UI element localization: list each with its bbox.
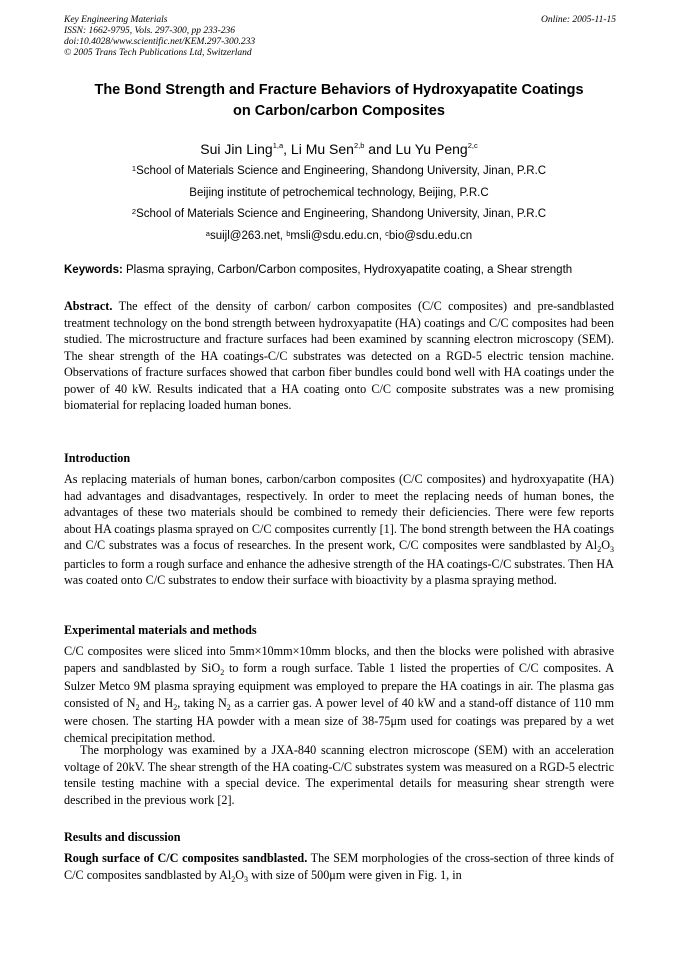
paragraph-text: to form a rough surface. Table 1 listed the properties of C/C composites. A Sulzer Metco 9M plasma spraying equipment was employed to prepare the HA coatings in air. The plasma gas consisted of N — [64, 660, 614, 710]
author-superscript: 2,c — [467, 141, 478, 150]
paragraph-text: , taking N — [177, 695, 227, 710]
online-date: Online: 2005-11-15 — [540, 15, 616, 25]
author-name: Lu Yu Peng — [395, 141, 468, 157]
author-name: Sui Jin Ling — [200, 141, 273, 157]
affiliation-marker: 1 — [131, 164, 137, 173]
affiliation-marker: 2 — [131, 207, 137, 216]
affiliation-2 — [30, 207, 648, 222]
paragraph-text: C/C composites were sliced into 5mm×10mm×10mm blocks, and then the blocks were polished with abrasive papers and sandblasted by SiO — [64, 644, 614, 675]
subscript: 2 — [135, 702, 140, 712]
affiliation-text: Beijing institute of petrochemical technology, Beijing, P.R.C — [189, 187, 489, 199]
doi-line: doi:10.4028/www.scientific.net/KEM.297-300.233 — [64, 37, 256, 47]
section-heading-introduction: Introduction — [64, 451, 131, 465]
abstract-label: Abstract. — [64, 299, 113, 313]
affiliation-text: School of Materials Science and Engineering, Shandong University, Jinan, P.R.C — [136, 208, 547, 220]
paragraph-text: with size of 500μm were given in Fig. 1, in — [248, 867, 462, 882]
subscript: 2 — [597, 545, 602, 554]
author-separator: , — [283, 141, 291, 157]
journal-name: Key Engineering Materials — [64, 15, 168, 25]
section-heading-methods: Experimental materials and methods — [64, 623, 257, 637]
paragraph-text: O — [235, 867, 245, 882]
introduction-paragraph — [64, 471, 614, 589]
section-heading-results: Results and discussion — [64, 830, 181, 844]
subscript: 3 — [610, 545, 614, 554]
title-line-1: The Bond Strength and Fracture Behaviors of Hydroxyapatite Coatings — [94, 82, 584, 98]
abstract-text: The effect of the density of carbon/ carbon composites (C/C composites) and pre-sandblasted treatment technology on the bond strength between hydroxyapatite (HA) coatings and C/C composites had been studied. The microstructure and fracture surfaces had been examined by scanning electron microscopy (SEM). The shear strength of the HA coatings-C/C substrates was detected on a RGD-5 electric tension machine. Observations of fracture surfaces showed that carbon fiber bundles could bond well with HA coatings under the power of 40 kW. Results indicated that a HA coating onto C/C composite substrates was a new promising biomaterial for replacing loaded human bones. — [64, 299, 614, 412]
author-name: Li Mu Sen — [290, 141, 354, 157]
email-address[interactable]: bio@sdu.edu.cn — [388, 230, 473, 242]
affiliation-text: School of Materials Science and Engineering, Shandong University, Jinan, P.R.C — [136, 165, 547, 177]
issn-line: ISSN: 1662-9795, Vols. 297-300, pp 233-236 — [64, 26, 235, 36]
email-marker: a — [205, 229, 210, 238]
author-separator: and — [364, 141, 396, 157]
email-address[interactable]: msli@sdu.edu.cn, — [290, 230, 386, 242]
journal-header — [64, 15, 616, 59]
keywords-text: Plasma spraying, Carbon/Carbon composites, Hydroxyapatite coating, a Shear strength — [122, 264, 573, 276]
subscript: 3 — [244, 874, 249, 884]
author-list — [40, 140, 638, 158]
title-line-2: on Carbon/carbon Composites — [233, 103, 445, 119]
affiliation-1b — [30, 186, 648, 201]
paper-title — [50, 80, 628, 122]
subscript: 2 — [226, 702, 231, 712]
abstract-paragraph — [64, 298, 614, 414]
author-superscript: 2,b — [353, 141, 365, 150]
affiliation-1 — [30, 164, 648, 179]
paragraph-text: and H — [139, 695, 174, 710]
subscript: 2 — [231, 874, 236, 884]
paragraph-text: particles to form a rough surface and enhance the adhesive strength of the HA coatings-C/C substrates. Then HA was coated onto C/C substrates to endow their surface with bioactivity by a plasma spraying method. — [64, 556, 614, 587]
paragraph-text: O — [601, 538, 610, 552]
methods-paragraph-2: The morphology was examined by a JXA-840 scanning electron microscope (SEM) with an acceleration voltage of 20kV. The shear strength of the HA coating-C/C substrates system was measured on a RGD-5 electric tensile testing machine with a special device. The experimental details for measuring shear strength were described in the previous work [2]. — [64, 743, 614, 807]
email-marker: b — [286, 229, 291, 238]
keywords-label: Keywords: — [64, 264, 123, 276]
subsection-label: Rough surface of C/C composites sandblasted. — [64, 851, 308, 865]
results-paragraph — [64, 850, 614, 885]
paragraph-text: as a carrier gas. A power level of 40 kW and a stand-off distance of 110 mm were chosen. The starting HA powder with a mean size of 38-75μm used for coatings was prepared by a wet chemical precipitation method. — [64, 695, 614, 745]
email-line — [30, 229, 648, 244]
copyright-line: © 2005 Trans Tech Publications Ltd, Switzerland — [64, 48, 252, 58]
subscript: 2 — [173, 702, 178, 712]
email-marker: c — [385, 229, 389, 238]
author-superscript: 1,a — [272, 141, 284, 150]
paragraph-text: As replacing materials of human bones, carbon/carbon composites (C/C composites) and hydroxyapatite (HA) had advantages and disadvantages, respectively. In order to meet the replacing needs of human bones, the advantages of these two materials should be combined to remedy their deficiencies. There were few reports about HA coatings plasma sprayed on C/C composites currently [1]. The bond strength between the HA coatings and C/C substrates was a focus of researches. In the present work, C/C composites were sandblasted by Al — [64, 472, 614, 552]
paragraph-text: The SEM morphologies of the cross-section of three kinds of C/C composites sandblasted by Al — [64, 851, 614, 882]
email-address[interactable]: suijl@263.net, — [209, 230, 287, 242]
subscript: 2 — [220, 667, 225, 677]
methods-paragraph-1 — [64, 643, 614, 746]
keywords-line — [64, 263, 624, 278]
